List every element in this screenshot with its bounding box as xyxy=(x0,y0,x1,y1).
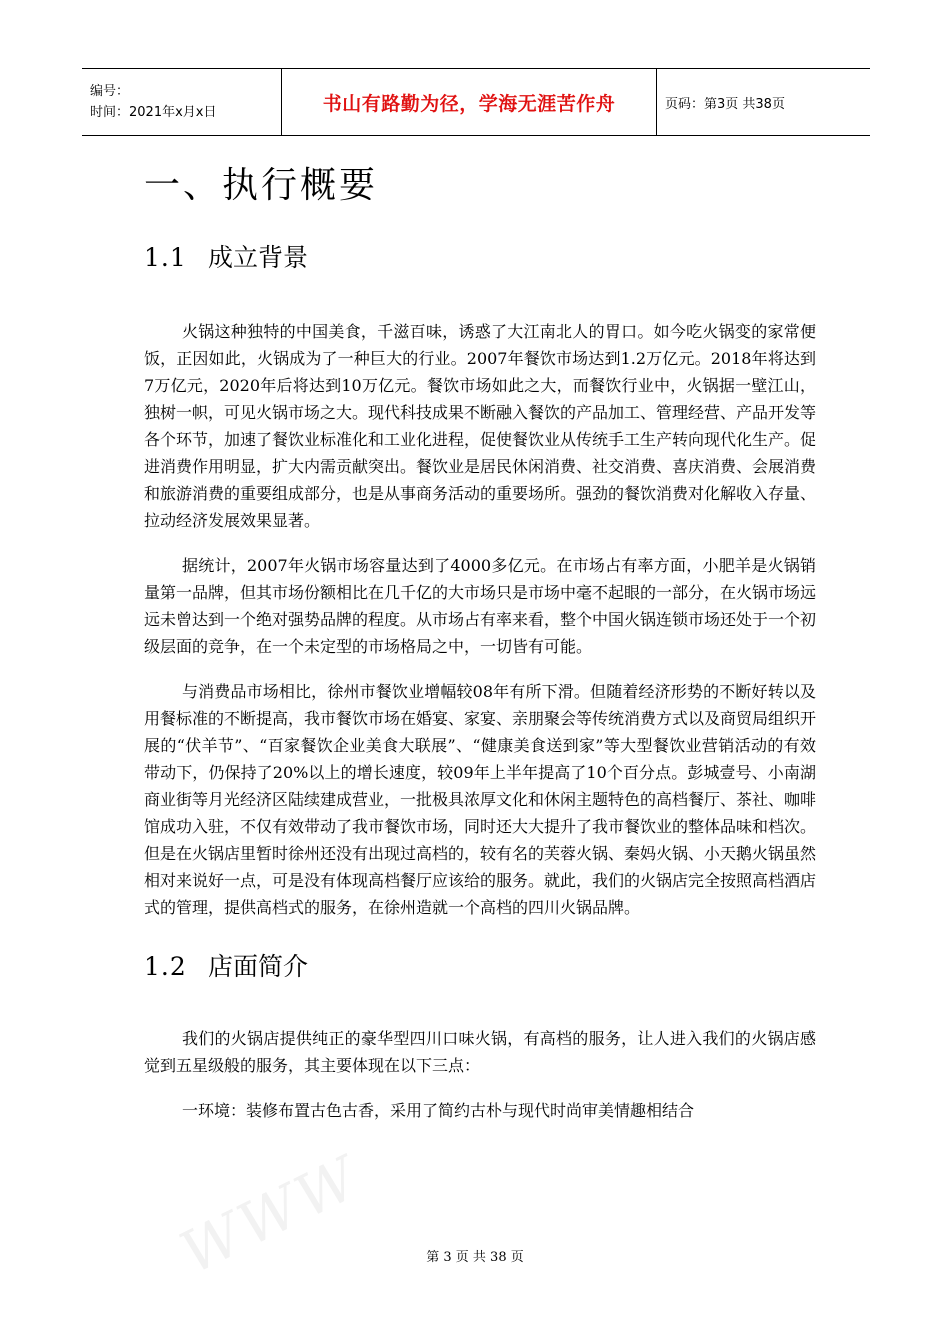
paragraph: 据统计，2007年火锅市场容量达到了4000多亿元。在市场占有率方面，小肥羊是火锅销量第一品牌，但其市场份额相比在几千亿的大市场只是市场中毫不起眼的一部分，在火锅市场远远未曾达到一个绝对强势品牌的程度。从市场占有率来看，整个中国火锅连锁市场还处于一个初级层面的竞争，在一个未定型的市场格局之中，一切皆有可能。 xyxy=(144,556,817,656)
section-heading-1-1 xyxy=(144,240,816,276)
page-footer: 第 3 页 共 38 页 xyxy=(426,1250,524,1265)
document-number-label: 编号： xyxy=(90,84,130,99)
section-title: 成立背景 xyxy=(208,243,309,272)
section-heading-1-2 xyxy=(144,949,816,985)
paragraph: 与消费品市场相比，徐州市餐饮业增幅较08年有所下滑。但随着经济形势的不断好转以及用餐标准的不断提高，我市餐饮市场在婚宴、家宴、亲朋聚会等传统消费方式以及商贸局组织开展的“伏羊节”、“百家餐饮企业美食大联展”、“健康美食送到家”等大型餐饮业营销活动的有效带动下，仍保持了20%以上的增长速度，较09年上半年提高了10个百分点。彭城壹号、小南湖商业街等月光经济区陆续建成营业，一批极具浓厚文化和休闲主题特色的高档餐厅、茶社、咖啡馆成功入驻，不仅有效带动了我市餐饮市场，同时还大大提升了我市餐饮业的整体品味和档次。但是在火锅店里暂时徐州还没有出现过高档的，较有名的芙蓉火锅、秦妈火锅、小天鹅火锅虽然相对来说好一点，可是没有体现高档餐厅应该给的服务。就此，我们的火锅店完全按照高档酒店式的管理，提供高档式的服务，在徐州造就一个高档的四川火锅品牌。 xyxy=(144,682,817,917)
section-title: 店面简介 xyxy=(208,952,309,981)
section-number: 1.1 xyxy=(144,243,187,272)
document-date-label: 时间：2021年x月x日 xyxy=(90,105,217,120)
header-page-info: 页码：第3页 共38页 xyxy=(665,96,785,112)
paragraph: 我们的火锅店提供纯正的豪华型四川口味火锅，有高档的服务，让人进入我们的火锅店感觉到五星级般的服务，其主要体现在以下三点： xyxy=(144,1029,816,1075)
header-motto: 书山有路勤为径，学海无涯苦作舟 xyxy=(282,69,657,135)
section-number: 1.2 xyxy=(144,952,187,981)
header-meta xyxy=(82,69,282,135)
watermark: WWW xyxy=(170,1142,372,1288)
chapter-title: 一、执行概要 xyxy=(144,165,379,206)
page-header xyxy=(82,68,870,136)
document-body xyxy=(144,160,816,1124)
paragraph: 火锅这种独特的中国美食，千滋百味，诱惑了大江南北人的胃口。如今吃火锅变的家常便饭，正因如此，火锅成为了一种巨大的行业。2007年餐饮市场达到1.2万亿元。2018年将达到7万亿元，2020年后将达到10万亿元。餐饮市场如此之大，而餐饮行业中，火锅据一壁江山，独树一帜，可见火锅市场之大。现代科技成果不断融入餐饮的产品加工、管理经营、产品开发等各个环节，加速了餐饮业标准化和工业化进程，促使餐饮业从传统手工生产转向现代化生产。促进消费作用明显，扩大内需贡献突出。餐饮业是居民休闲消费、社交消费、喜庆消费、会展消费和旅游消费的重要组成部分，也是从事商务活动的重要场所。强劲的餐饮消费对化解收入存量、拉动经济发展效果显著。 xyxy=(144,322,817,530)
paragraph: 一环境：装修布置古色古香，采用了简约古朴与现代时尚审美情趣相结合 xyxy=(182,1101,695,1120)
